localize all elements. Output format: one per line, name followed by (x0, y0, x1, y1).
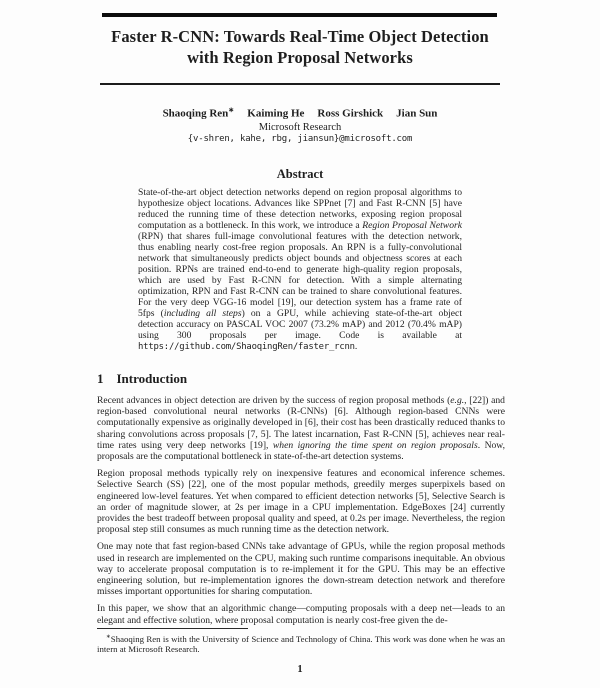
text-run: Jian Sun (396, 107, 438, 120)
text-run: when ignoring the time spent on region proposals (272, 439, 478, 451)
top-rule (102, 13, 497, 17)
intro-paragraph-4 (97, 603, 505, 625)
introduction-body (97, 395, 505, 632)
text-run: State-of-the-art object detection networks depend on region proposal algorithms to hypothesize object locations. Advances like SPPnet [7] and Fast R-CNN [5] have reduced the running time of these detection networks, exposing region proposal computation as a bottleneck. In this work, we introduce a (138, 187, 462, 231)
text-run: In this paper, we show that an algorithmic change—computing proposals with a deep net—leads to an elegant and effective solution, where proposal computation is nearly cost-free given the de- (97, 603, 505, 626)
text-run: including all steps (163, 308, 242, 319)
text-run: https://github.com/ShaoqingRen/faster_rcnn (138, 342, 355, 352)
abstract-heading: Abstract (276, 167, 324, 181)
section-title: Introduction (116, 371, 188, 386)
section-1-heading (97, 371, 187, 387)
title-line-2: with Region Proposal Networks (187, 48, 413, 67)
text-run: ∗ (228, 106, 235, 114)
text-run: One may note that fast region-based CNNs take advantage of GPUs, while the region proposal methods used in research are implemented on the CPU, making such runtime comparisons inequitable. An obvious way to accelerate proposal computation is to re-implement it for the GPU. This may be an effective engineering solution, but re-implementation ignores the down-stream detection network and therefore misses important opportunities for sharing computation. (97, 541, 505, 598)
text-run: (RPN) that shares full-image convolutional features with the detection network, thus enabling nearly cost-free region proposals. An RPN is a fully-convolutional network that simultaneously predicts object bounds and objectness scores at each position. RPNs are trained end-to-end to generate high-quality region proposals, which are used by Fast R-CNN for detection. With a simple alternating optimization, RPN and Fast R-CNN can be trained to share convolutional features. For the very deep VGG-16 model [19], our detection system has a frame rate of 5fps ( (138, 231, 462, 319)
title-line-1: Faster R-CNN: Towards Real-Time Object Detection (111, 27, 489, 46)
email-line: {v-shren, kahe, rbg, jiansun}@microsoft.com (187, 134, 413, 144)
affiliation: Microsoft Research (258, 122, 342, 133)
text-run: ∗ (106, 634, 111, 640)
text-run: Kaiming He (247, 107, 305, 120)
section-number: 1 (97, 371, 104, 386)
intro-paragraph-3 (97, 541, 505, 597)
intro-paragraph-2 (97, 468, 505, 535)
author-line (0, 105, 600, 120)
paper-title (0, 26, 600, 68)
text-run: , [22]) and region-based convolutional neural networks (R-CNNs) [6]. Although region-based CNNs were computationally expensive as originally developed in [6], their cost has been drastically reduced thanks to sharing convolutions across proposals [7, 5]. The latest incarnation, Fast R-CNN [5], achieves near real-time rates using very deep networks [19], (97, 395, 505, 451)
text-run: Ross Girshick (317, 107, 384, 120)
text-run: . (354, 341, 358, 352)
intro-paragraph-1 (97, 395, 505, 462)
text-run: Shaoqing Ren is with the University of Science and Technology of China. This work was done when he was an intern at Microsoft Research. (97, 633, 505, 655)
text-run: ) on a GPU, while achieving state-of-the-art object detection accuracy on PASCAL VOC 2007 (73.2% mAP) and 2012 (70.4% mAP) using 300 proposals per image. Code is available at (138, 308, 462, 341)
footnote-divider (97, 628, 248, 629)
text-run: e.g. (450, 395, 465, 406)
abstract-text (138, 187, 462, 353)
text-run: Recent advances in object detection are driven by the success of region proposal methods ( (97, 395, 451, 406)
text-run: Shaoqing Ren (162, 107, 229, 120)
text-run: Region proposal methods typically rely on inexpensive features and economical inference schemes. Selective Search (SS) [22], one of the most popular methods, greedily merges superpixels based on engineered low-level features. Yet when compared to efficient detection networks [5], Selective Search is an order of magnitude slower, at 2s per image in a CPU implementation. EdgeBoxes [24] currently provides the best tradeoff between proposal quality and speed, at 0.2s per image. Nevertheless, the region proposal step still consumes as much running time as the detection network. (97, 468, 505, 536)
page-number: 1 (297, 664, 303, 675)
title-divider (100, 83, 500, 85)
text-run: Region Proposal Network (362, 220, 462, 231)
footnote-text (97, 632, 505, 655)
text-run: . Now, proposals are the computational bottleneck in state-of-the-art detection systems. (97, 439, 506, 463)
